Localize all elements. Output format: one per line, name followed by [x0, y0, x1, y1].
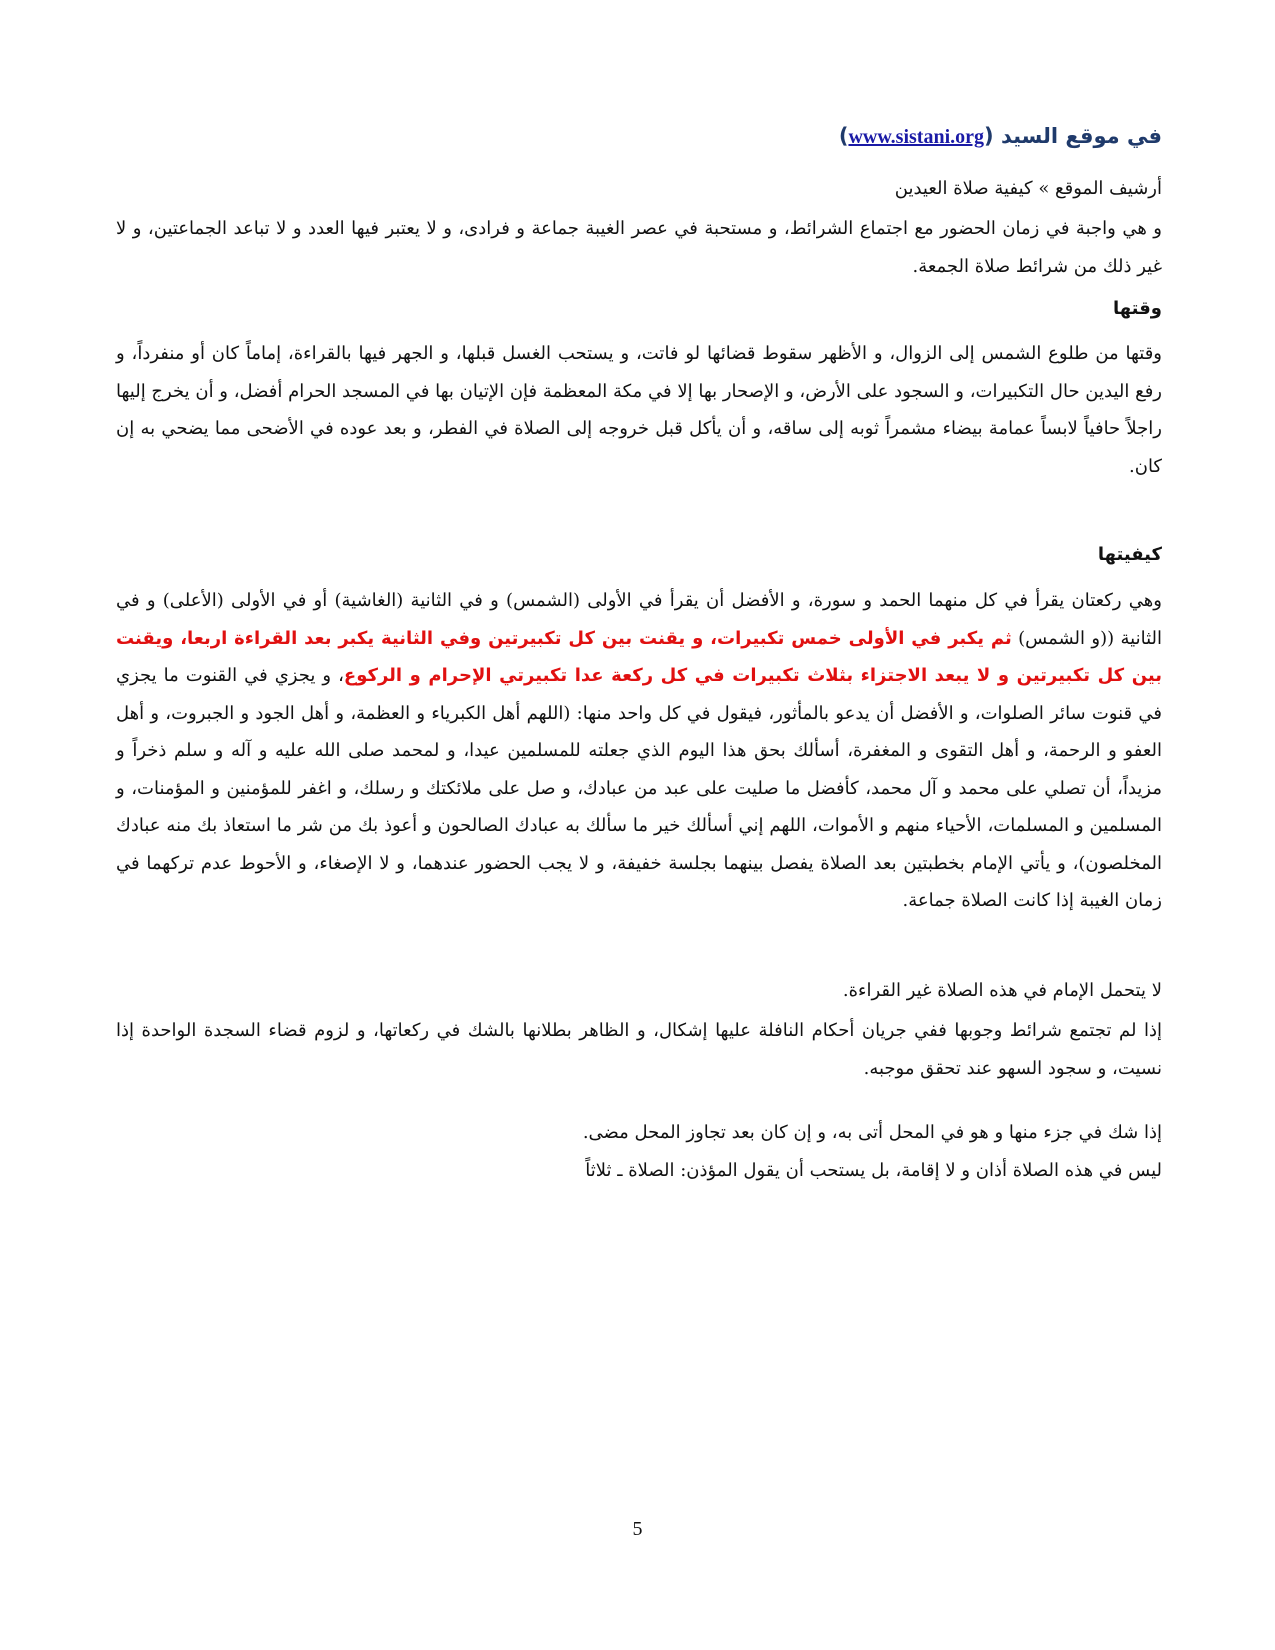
breadcrumb: أرشيف الموقع » كيفية صلاة العيدين — [894, 178, 1162, 199]
rule-4: ليس في هذه الصلاة أذان و لا إقامة، بل يستحب أن يقول المؤذن: الصلاة ـ ثلاثاً — [585, 1160, 1162, 1181]
page-title — [839, 124, 1162, 149]
method-text-2: ، و يجزي في القنوت ما يجزي في قنوت سائر الصلوات، و الأفضل أن يدعو بالمأثور، فيقول في كل واحد منها: (اللهم أهل الكبرياء و العظمة، و أهل الجود و الجبروت، و أهل العفو و الرحمة، و أهل التقوى و المغفرة، أسألك بحق هذا اليوم الذي جعلته للمسلمين عيدا، و لمحمد صلى الله عليه و آله و سلم ذخراً و مزيداً، أن تصلي على محمد و آل محمد، كأفضل ما صليت على عبد من عبادك، و صل على ملائكتك و رسلك، و اغفر للمؤمنين و المؤمنات، و المسلمين و المسلمات، الأحياء منهم و الأموات، اللهم إني أسألك خير ما سألك به عبادك الصالحون و أعوذ بك من شر ما استعاذ بك منه عبادك المخلصون)، و يأتي الإمام بخطبتين بعد الصلاة يفصل بينهما بجلسة خفيفة، و لا يجب الحضور عندهما، و لا الإصغاء، و الأحوط عدم تركهما في زمان الغيبة إذا كانت الصلاة جماعة. — [116, 665, 1162, 911]
rule-1: لا يتحمل الإمام في هذه الصلاة غير القراءة. — [842, 980, 1162, 1001]
section-heading-time: وقتها — [1113, 298, 1162, 319]
rule-2: إذا لم تجتمع شرائط وجوبها ففي جريان أحكام النافلة عليها إشكال، و الظاهر بطلانها بالشك في ركعاتها، و لزوم قضاء السجدة الواحدة إذا نسيت، و سجود السهو عند تحقق موجبه. — [116, 1020, 1162, 1079]
site-link[interactable]: www.sistani.org — [848, 126, 985, 148]
title-prefix: في موقع السيد — [993, 124, 1162, 148]
intro-paragraph: و هي واجبة في زمان الحضور مع اجتماع الشرائط، و مستحبة في عصر الغيبة جماعة و فرادى، و لا يعتبر فيها العدد و لا تباعد الجماعتين، و لا غير ذلك من شرائط صلاة الجمعة. — [116, 218, 1162, 277]
rule-3: إذا شك في جزء منها و هو في المحل أتى به، و إن كان بعد تجاوز المحل مضى. — [582, 1122, 1162, 1143]
method-highlight: ثم يكبر في الأولى خمس تكبيرات، و يقنت بين كل تكبيرتين وفي الثانية يكبر بعد القراءة اربعا، ويقنت بين كل تكبيرتين و لا يبعد الاجتزاء بثلاث تكبيرات في كل ركعة عدا تكبيرتي الإحرام و الركوع — [116, 627, 1163, 686]
page-number: 5 — [632, 1518, 643, 1540]
method-text-1: وهي ركعتان يقرأ في كل منهما الحمد و سورة، و الأفضل أن يقرأ في الأولى (الشمس) و في الثانية (الغاشية) أو في الأولى (الأعلى) و في الثانية ((و الشمس) — [116, 590, 1162, 649]
paren-close: ) — [838, 124, 849, 148]
section-heading-method: كيفيتها — [1097, 544, 1162, 565]
method-paragraph — [116, 582, 1162, 920]
paren-open: ( — [984, 124, 994, 148]
time-paragraph: وقتها من طلوع الشمس إلى الزوال، و الأظهر سقوط قضائها لو فاتت، و يستحب الغسل قبلها، و الجهر فيها بالقراءة، إماماً كان أو منفرداً، و رفع اليدين حال التكبيرات، و السجود على الأرض، و الإصحار بها إلا في مكة المعظمة فإن الإتيان بها في المسجد الحرام أفضل، و أن يخرج إليها راجلاً حافياً لابساً عمامة بيضاء مشمراً ثوبه إلى ساقه، و أن يأكل قبل خروجه إلى الصلاة في الفطر، و بعد عوده في الأضحى مما يضحي به إن كان. — [116, 343, 1162, 477]
